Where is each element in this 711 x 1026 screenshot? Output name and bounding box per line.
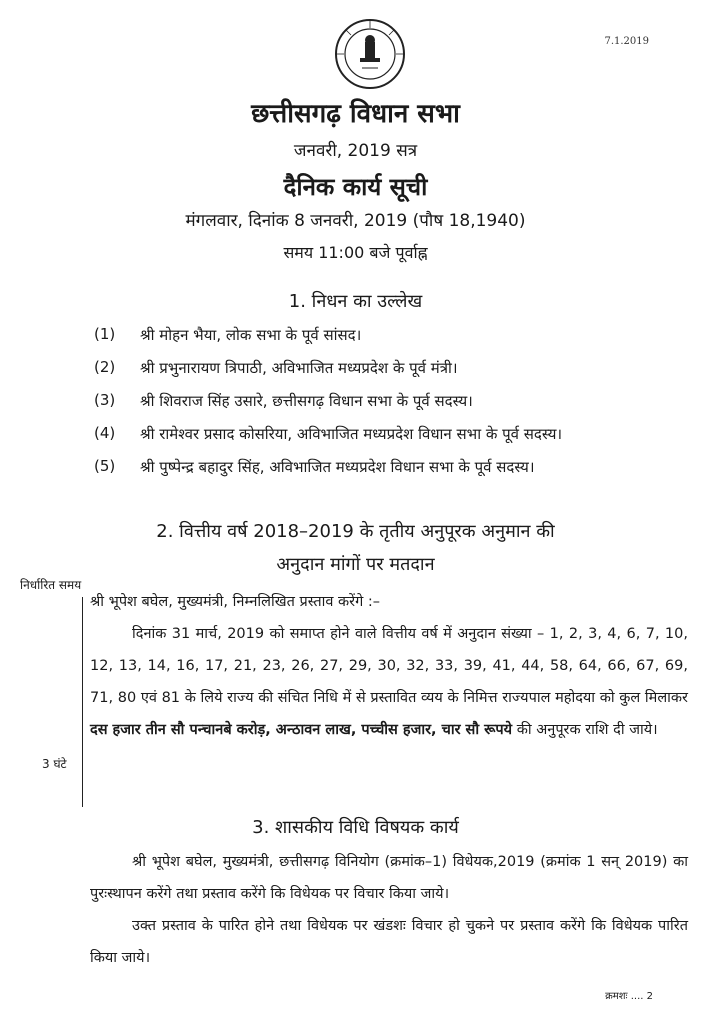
agenda-title: दैनिक कार्य सूची: [283, 173, 428, 201]
obituary-item-text: श्री पुष्पेन्द्र बहादुर सिंह, अविभाजित मध्यप्रदेश विधान सभा के पूर्व सदस्य।: [140, 458, 535, 476]
margin-bracket-line: [82, 597, 83, 807]
date-stamp: 7.1.2019: [604, 36, 649, 47]
motion-mover: श्री भूपेश बघेल, मुख्यमंत्री, निम्नलिखित प्रस्ताव करेंगे :–: [90, 594, 381, 610]
motion-amount: दस हजार तीन सौ पन्चानबे करोड़, अन्ठावन लाख, पच्चीस हजार, चार सौ रूपये: [90, 722, 513, 738]
bill-introduction-paragraph: श्री भूपेश बघेल, मुख्यमंत्री, छत्तीसगढ़ विनियोग (क्रमांक–1) विधेयक,2019 (क्रमांक 1 सन् 2019) का पुरःस्थापन करेंगे तथा प्रस्ताव करेंगे कि विधेयक पर विचार किया जाये।: [90, 854, 688, 902]
obituary-item-text: श्री मोहन भैया, लोक सभा के पूर्व सांसद।: [140, 326, 362, 344]
allotted-time-value: 3 घंटे: [42, 757, 67, 771]
section1-heading: 1. निधन का उल्लेख: [288, 291, 423, 312]
section2-heading-line1: 2. वित्तीय वर्ष 2018–2019 के तृतीय अनुपूरक अनुमान की: [156, 521, 555, 542]
assembly-title: छत्तीसगढ़ विधान सभा: [251, 99, 460, 129]
obituary-item-number: (4): [94, 424, 116, 442]
day-date: मंगलवार, दिनांक 8 जनवरी, 2019 (पौष 18,1940): [185, 211, 526, 231]
session-label: जनवरी, 2019 सत्र: [293, 141, 418, 161]
obituary-item-text: श्री शिवराज सिंह उसारे, छत्तीसगढ़ विधान सभा के पूर्व सदस्य।: [140, 392, 473, 410]
obituary-item-number: (5): [94, 457, 116, 475]
sitting-time: समय 11:00 बजे पूर्वाह्न: [283, 243, 428, 262]
allotted-time-label: निर्धारित समय: [20, 578, 82, 592]
obituary-item-text: श्री रामेश्वर प्रसाद कोसरिया, अविभाजित मध्यप्रदेश विधान सभा के पूर्व सदस्य।: [140, 425, 563, 443]
obituary-item-text: श्री प्रभुनारायण त्रिपाठी, अविभाजित मध्यप्रदेश के पूर्व मंत्री।: [140, 359, 458, 377]
obituary-item-number: (1): [94, 325, 116, 343]
motion-text: दिनांक 31 मार्च, 2019 को समाप्त होने वाले वित्तीय वर्ष में अनुदान संख्या – 1, 2, 3, 4, 6, 7, 10, 12, 13, 14, 16, 17, 21, 23, 26, 27, 29, 30, 32, 33, 39, 41, 44, 58, 64, 66, 67, 69, 71, 80 एवं 81 के लिये राज्य की संचित निधि में से प्रस्तावित व्यय के निमित्त राज्यपाल महोदया को कुल मिलाकर दस हजार तीन सौ पन्चानबे करोड़, अन्ठावन लाख, पच्चीस हजार, चार सौ रूपये की अनुपूरक राशि दी जाये।: [90, 626, 688, 738]
continued-marker: क्रमशः .... 2: [605, 991, 653, 1002]
obituary-item-number: (2): [94, 358, 116, 376]
section2-heading-line2: अनुदान मांगों पर मतदान: [276, 554, 435, 575]
assembly-emblem-icon: [334, 18, 406, 90]
section3-heading: 3. शासकीय विधि विषयक कार्य: [252, 817, 459, 838]
bill-passing-paragraph: उक्त प्रस्ताव के पारित होने तथा विधेयक पर खंडशः विचार हो चुकने पर प्रस्ताव करेंगे कि विधेयक पारित किया जाये।: [90, 918, 688, 966]
obituary-item-number: (3): [94, 391, 116, 409]
